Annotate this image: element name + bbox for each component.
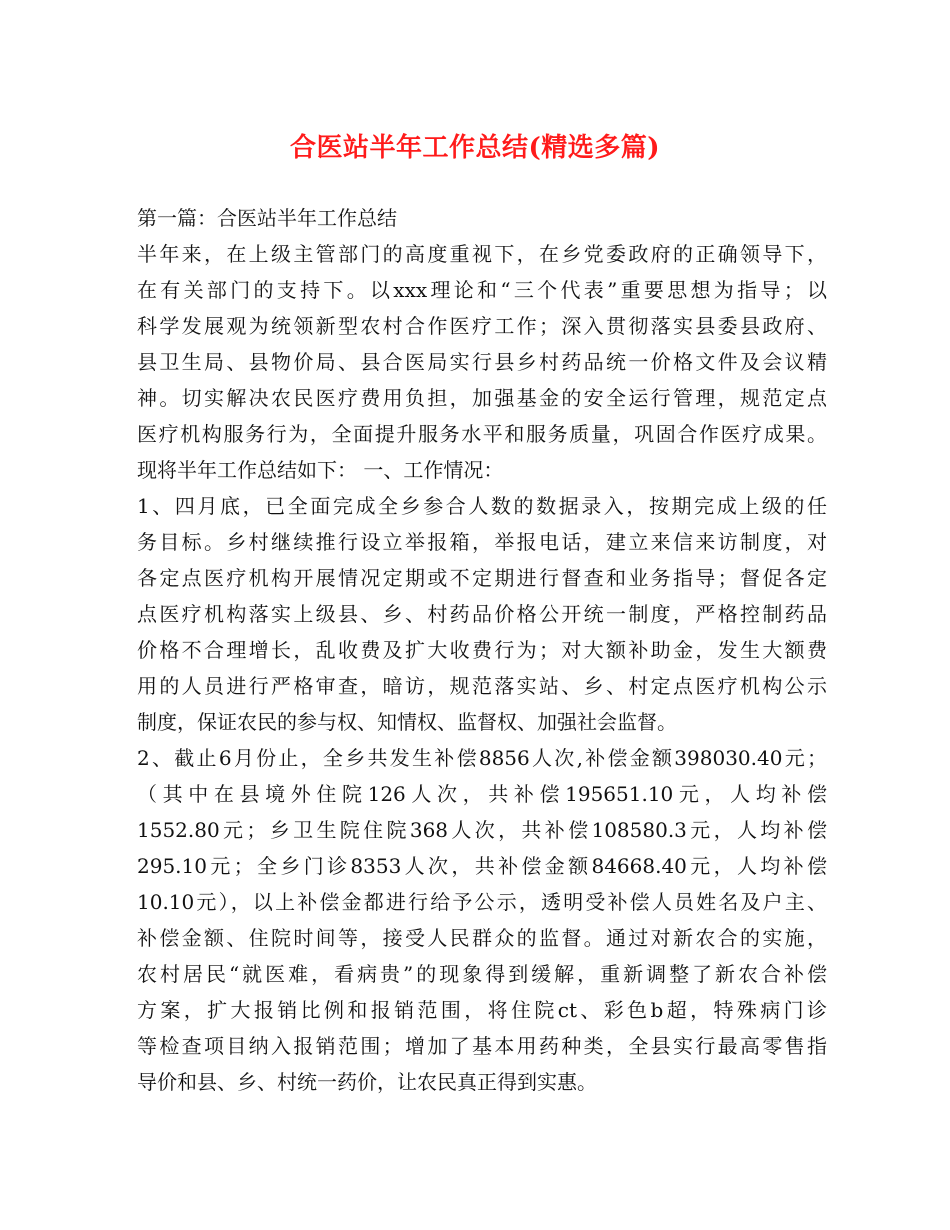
paragraph-line: 点医疗机构落实上级县、乡、村药品价格公开统一制度，严格控制药品	[137, 602, 827, 626]
paragraph-line: 制度，保证农民的参与权、知情权、监督权、加强社会监督。	[137, 710, 677, 734]
section-heading: 第一篇：合医站半年工作总结	[137, 206, 397, 230]
paragraph-line: 方案，扩大报销比例和报销范围，将住院ct、彩色b超，特殊病门诊	[137, 998, 827, 1022]
paragraph-line: 现将半年工作总结如下： 一、工作情况：	[137, 458, 504, 482]
document-body	[137, 200, 827, 1100]
paragraph-line: 神。切实解决农民医疗费用负担，加强基金的安全运行管理，规范定点	[137, 386, 827, 410]
paragraph-line: 各定点医疗机构开展情况定期或不定期进行督查和业务指导；督促各定	[137, 566, 827, 590]
paragraph-line: 10.10元），以上补偿金都进行给予公示，透明受补偿人员姓名及户主、	[137, 890, 827, 914]
paragraph-line: 科学发展观为统领新型农村合作医疗工作；深入贯彻落实县委县政府、	[137, 314, 827, 338]
paragraph-line: 用的人员进行严格审查，暗访，规范落实站、乡、村定点医疗机构公示	[137, 674, 827, 698]
paragraph-line: 补偿金额、住院时间等，接受人民群众的监督。通过对新农合的实施，	[137, 926, 827, 950]
paragraph-line: 295.10元；全乡门诊8353人次，共补偿金额84668.40元，人均补偿	[137, 854, 827, 878]
paragraph-line: 半年来，在上级主管部门的高度重视下，在乡党委政府的正确领导下，	[137, 242, 827, 266]
paragraph-line: （其中在县境外住院126人次，共补偿195651.10元，人均补偿	[137, 782, 827, 806]
paragraph-line: 2、截止6月份止，全乡共发生补偿8856人次,补偿金额398030.40元；	[137, 746, 827, 770]
paragraph-line: 价格不合理增长，乱收费及扩大收费行为；对大额补助金，发生大额费	[137, 638, 827, 662]
paragraph-line: 医疗机构服务行为，全面提升服务水平和服务质量，巩固合作医疗成果。	[137, 422, 827, 446]
paragraph-line: 农村居民“就医难，看病贵”的现象得到缓解，重新调整了新农合补偿	[137, 962, 827, 986]
paragraph-line: 在有关部门的支持下。以xxx理论和“三个代表”重要思想为指导；以	[137, 278, 827, 302]
paragraph-line: 导价和县、乡、村统一药价，让农民真正得到实惠。	[137, 1070, 597, 1094]
paragraph-line: 务目标。乡村继续推行设立举报箱，举报电话，建立来信来访制度，对	[137, 530, 827, 554]
paragraph-line: 1552.80元；乡卫生院住院368人次，共补偿108580.3元，人均补偿	[137, 818, 827, 842]
paragraph-line: 1、四月底，已全面完成全乡参合人数的数据录入，按期完成上级的任	[137, 494, 827, 518]
paragraph-line: 县卫生局、县物价局、县合医局实行县乡村药品统一价格文件及会议精	[137, 350, 827, 374]
document-title: 合医站半年工作总结(精选多篇)	[289, 133, 661, 163]
paragraph-line: 等检查项目纳入报销范围；增加了基本用药种类，全县实行最高零售指	[137, 1034, 827, 1058]
